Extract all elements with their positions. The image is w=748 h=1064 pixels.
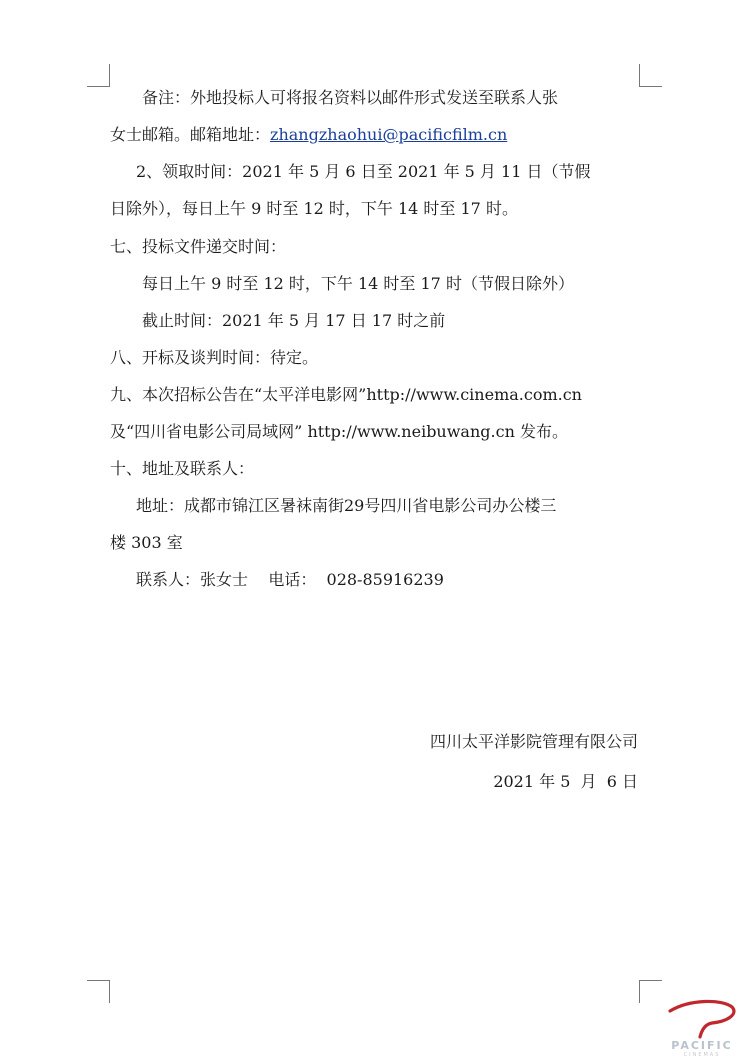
submission-deadline: 截止时间：2021 年 5 月 17 日 17 时之前 xyxy=(142,311,446,330)
signature-company: 四川太平洋影院管理有限公司 xyxy=(429,732,638,751)
section-9-line-2: 及“四川省电影公司局域网” http://www.neibuwang.cn 发布。 xyxy=(110,422,568,441)
section-10-heading: 十、地址及联系人： xyxy=(110,459,255,478)
address-line-2: 楼 303 室 xyxy=(110,533,183,552)
address-line-1: 地址：成都市锦江区暑袜南街29号四川省电影公司办公楼三 xyxy=(136,496,557,515)
notice-line-2 xyxy=(110,125,640,145)
section-8-heading: 八、开标及谈判时间：待定。 xyxy=(110,348,319,367)
email-link[interactable]: zhangzhaohui@pacificfilm.cn xyxy=(270,125,508,144)
notice-email-label: 女士邮箱。邮箱地址： xyxy=(110,125,271,144)
pacific-cinemas-logo xyxy=(660,997,744,1059)
logo-swoosh-icon xyxy=(660,997,744,1041)
section-9-line-1: 九、本次招标公告在“太平洋电影网”http://www.cinema.com.cn xyxy=(110,385,582,404)
crop-mark-top-left xyxy=(87,64,110,87)
notice-line-1: 备注：外地投标人可将报名资料以邮件形式发送至联系人张 xyxy=(142,88,559,107)
signature-date: 2021 年 5 月 6 日 xyxy=(493,772,638,791)
crop-mark-top-right xyxy=(639,64,662,87)
collection-time-line-1: 2、领取时间：2021 年 5 月 6 日至 2021 年 5 月 11 日（节假 xyxy=(136,162,591,181)
document-body xyxy=(110,88,640,607)
crop-mark-bottom-right xyxy=(639,980,662,1003)
contact-line: 联系人：张女士 电话： 028-85916239 xyxy=(136,570,444,589)
section-7-heading: 七、投标文件递交时间： xyxy=(110,237,287,256)
logo-subtitle: CINEMAS xyxy=(683,1052,721,1058)
crop-mark-bottom-left xyxy=(87,980,110,1003)
logo-wordmark: PACIFIC xyxy=(671,1039,733,1052)
submission-hours: 每日上午 9 时至 12 时，下午 14 时至 17 时（节假日除外） xyxy=(142,274,574,293)
collection-time-line-2: 日除外），每日上午 9 时至 12 时，下午 14 时至 17 时。 xyxy=(110,199,518,218)
